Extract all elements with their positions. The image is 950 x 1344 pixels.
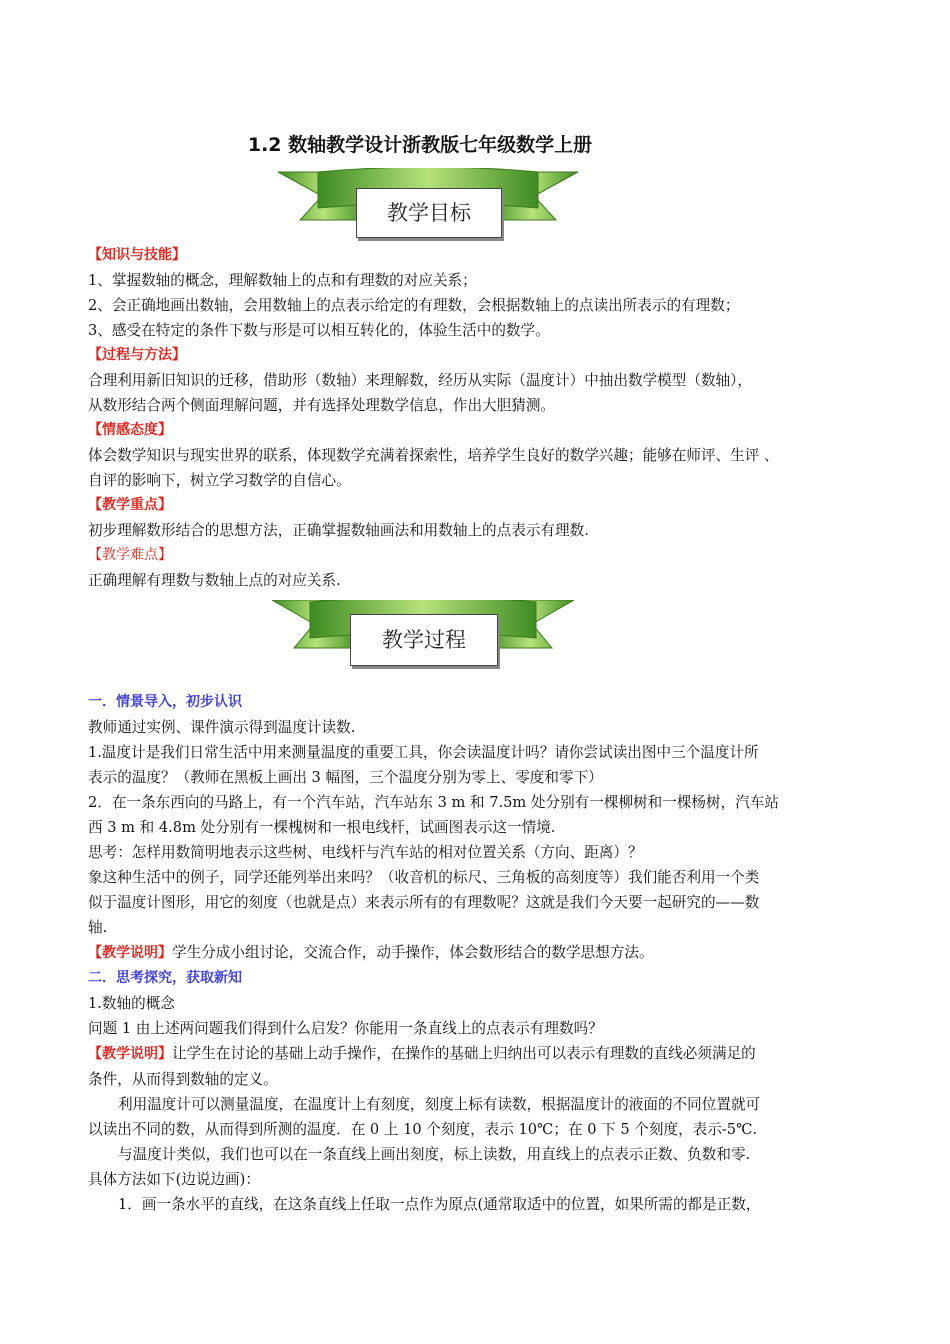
s2-line: 问题 1 由上述两问题我们得到什么启发？你能用一条直线上的点表示有理数吗？: [88, 1020, 603, 1037]
goals-section: [88, 243, 888, 593]
attitude-line: 体会数学知识与现实世界的联系，体现数学充满着探索性，培养学生良好的数学兴趣；能够在师评、生评 、: [88, 447, 779, 464]
note2: [88, 1041, 888, 1067]
note2-text: 让学生在讨论的基础上动手操作，在操作的基础上归纳出可以表示有理数的直线必须满足的: [172, 1045, 756, 1062]
key-heading: 【教学重点】: [88, 497, 172, 513]
para1: 利用温度计可以测量温度，在温度计上有刻度，刻度上标有读数，根据温度计的液面的不同位置就可: [118, 1096, 761, 1113]
process-section: [88, 690, 888, 1217]
note1-text: 学生分成小组讨论，交流合作，动手操作，体会数形结合的数学思想方法。: [172, 944, 654, 961]
para2: 与温度计类似，我们也可以在一条直线上画出刻度，标上读数，用直线上的点表示正数、负数和零.: [118, 1146, 751, 1163]
banner-teaching-process: [272, 600, 574, 672]
difficulty-text: 正确理解有理数与数轴上点的对应关系.: [88, 572, 341, 589]
s1-line: 象这种生活中的例子，同学还能列举出来吗？（收音机的标尺、三角板的高刻度等）我们能否利用一个类: [88, 869, 760, 886]
s1-line: 2．在一条东西向的马路上，有一个汽车站，汽车站东 3 m 和 7.5m 处分别有一棵柳树和一棵杨树，汽车站: [88, 794, 779, 811]
banner-label: 教学过程: [350, 614, 498, 666]
s1-line: 轴.: [88, 919, 108, 936]
knowledge-item: 1、掌握数轴的概念，理解数轴上的点和有理数的对应关系；: [88, 272, 477, 289]
process-heading: 【过程与方法】: [88, 347, 186, 363]
process-line: 从数形结合两个侧面理解问题，并有选择处理数学信息，作出大胆猜测。: [88, 397, 556, 414]
document-title: 1.2 数轴教学设计浙教版七年级数学上册: [247, 134, 593, 156]
para1-cont: 以读出不同的数，从而得到所测的温度．在 0 上 10 个刻度，表示 10℃；在 0 下 5 个刻度，表示-5℃.: [88, 1121, 758, 1138]
s1-line: 思考：怎样用数简明地表示这些树、电线杆与汽车站的相对位置关系（方向、距离）？: [88, 844, 643, 861]
s1-line: 教师通过实例、课件演示得到温度计读数.: [88, 719, 356, 736]
para2-cont: 具体方法如下(边说边画)：: [88, 1171, 260, 1188]
difficulty-heading: 【教学难点】: [88, 547, 172, 563]
key-text: 初步理解数形结合的思想方法，正确掌握数轴画法和用数轴上的点表示有理数.: [88, 522, 589, 539]
knowledge-heading: 【知识与技能】: [88, 247, 186, 263]
section2-heading: 二．思考探究，获取新知: [88, 970, 242, 986]
attitude-line: 自评的影响下，树立学习数学的自信心。: [88, 472, 351, 489]
s1-line: 1.温度计是我们日常生活中用来测量温度的重要工具，你会读温度计吗？请你尝试读出图中三个温度计所: [88, 744, 759, 761]
s1-line: 表示的温度？（教师在黑板上画出 3 幅图，三个温度分别为零上、零度和零下）: [88, 769, 603, 786]
banner-teaching-goals: [278, 168, 578, 244]
s1-line: 西 3 m 和 4.8m 处分别有一棵槐树和一根电线杆，试画图表示这一情境.: [88, 819, 556, 836]
note1-heading: 【教学说明】: [88, 945, 172, 961]
note2-cont: 条件，从而得到数轴的定义。: [88, 1071, 278, 1088]
banner-label: 教学目标: [356, 188, 502, 238]
para3: 1．画一条水平的直线，在这条直线上任取一点作为原点(通常取适中的位置，如果所需的都是正数，: [118, 1196, 761, 1213]
section1-heading: 一．情景导入，初步认识: [88, 694, 242, 710]
process-line: 合理利用新旧知识的迁移，借助形（数轴）来理解数，经历从实际（温度计）中抽出数学模型（数轴），: [88, 372, 753, 389]
note1: [88, 940, 888, 966]
knowledge-item: 3、感受在特定的条件下数与形是可以相互转化的，体验生活中的数学。: [88, 322, 550, 339]
attitude-heading: 【情感态度】: [88, 422, 172, 438]
note2-heading: 【教学说明】: [88, 1046, 172, 1062]
s2-line: 1.数轴的概念: [88, 995, 175, 1012]
knowledge-item: 2、会正确地画出数轴，会用数轴上的点表示给定的有理数，会根据数轴上的点读出所表示的有理数；: [88, 297, 740, 314]
s1-line: 似于温度计图形，用它的刻度（也就是点）来表示所有的有理数呢？这就是我们今天要一起研究的——数: [88, 894, 760, 911]
